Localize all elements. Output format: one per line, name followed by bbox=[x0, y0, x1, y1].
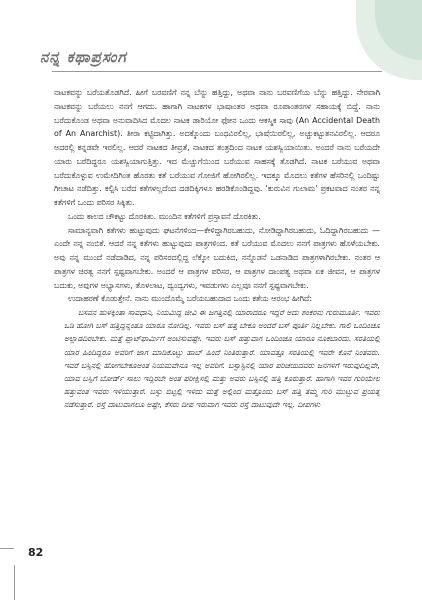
paragraph: ನಾಟಕವನ್ನು ಬರೆಯತೊಡಗಿದೆ. ಹೀಗೆ ಬರವಣಿಗೆ ನನ್ನ ಬೆನ್ನು ಹತ್ತಿದ್ದು, ಅಥವಾ ನಾನು ಬರವಣಿಗೆಯ ಬೆನ್ನು ಹತ್ತಿದ್ದು. ನೇರವಾಗಿ ನಾಟಕವನ್ನು ಬರೆಯಲು ನನಗೆ ಆಗದು. ಹಾಗಾಗಿ ನಾಟಕಗಳ ಭಾಷಾಂತರ ಅಥವಾ ರೂಪಾಂತರಗಳ ಸಹಾಯಕ್ಕೆ ಬಿದ್ದೆ. ನಾನು ಬರೆದುಕೊಂಡ ಅಥವಾ ಅನುವಾದಿಸಿದ ಮೊದಲ ನಾಟಕ ಡಾರಿಯೋ ಫೋನ ಒಂದು ಆಕಸ್ಮಿಕ ಸಾವು (An Accidental Death of An Anarchist). ತೀರಾ ಕಟ್ಟಿದಾಗಿತ್ತು. ಅದಕ್ಕೊಂದು ಬಂಧವಿರಲಿಲ್ಲ, ಭಾಷೆಯಿರಲಿಲ್ಲ, ಅಚ್ಚುಕಟ್ಟುತನವಿರಲಿಲ್ಲ. ಆದರೂ ಅದರಲ್ಲಿ ಕನ್ನಡವೇ ಇರಲಿಲ್ಲ. ಆದರೆ ನಾಟಕದ ತೀವ್ರತೆ, ನಾಟಕದ ತಂತ್ರದಿಂದ ನಾಟಕ ಯಶಸ್ವಿಯಾಯಿತು. ಅಂದರೆ ನಾನು ಬರೆಯದೇ ಯಾರು ಬರೆದಿದ್ದರೂ ಯಶಸ್ವಿಯಾಗುತ್ತಿತ್ತು. ಇದ ಮೆಚ್ಚುಗೆಯಿಂದ ಬರೆಯುವ ಸಾಹಸಕ್ಕೆ ತೊಡಗಿದೆ. ನಾಟಕ ಬರೆಯುವ ಅಥವಾ ಬರೆದುಕೊಳ್ಳುವ ಉಮೇದಿಗಿಂತ ಹೊರತು ಕತೆ ಬರೆಯುವ ಗೋಜಿಗೆ ಹೋಗಿರಲಿಲ್ಲ. ಇದಕ್ಕೂ ಮೊದಲು ಕತೆಗಳ ಹೆಸರಿನಲ್ಲಿ ಒಂದಿಷ್ಟು ಗೀಚಾಟ ನಡೆದಿತ್ತು. ಕಲ್ಪಿಸಿ ಬರೆದ ಕತೆಗಳಲ್ಲದೆಂದ ದಡದಿಕ್ಕಿಗಳೂ ಹರಡಿಕೊಂಡಿದ್ದವು. 'ಕುರುವಿನ ಗುಲಾಮ' ಪ್ರಕಟವಾದ ನಂತರ ನನ್ನ ಕತೆಗಳಿಗೆ ಒಂದು ಪರಿಸರ ಸಿಕ್ಕಿತು. bbox=[54, 88, 380, 207]
page-body bbox=[54, 86, 380, 562]
paragraph: ಸಾಮಾನ್ಯವಾಗಿ ಕತೆಗಳು ಹುಟ್ಟುವುದು ಘಟನೆಗಳಿಂದ—ಕೇಳಿದ್ದಾಗಿರಬಹುದು, ನೋಡಿದ್ದಾಗಿರಬಹುದು, ಓದಿದ್ದಾಗಿರಬಹುದು — ಎಂದೇ ನನ್ನ ನಂಬಿಕೆ. ಆದರೆ ನನ್ನ ಕತೆಗಳು ಹುಟ್ಟುವುದು ಪಾತ್ರಗಳಿಂದ. ಕತೆ ಬರೆಯುವ ಮೊದಲು ನನಗೆ ಪಾತ್ರಗಳು ಹೊಳೆಯಬೇಕು. ಅವು ನನ್ನ ಮುಂದೆ ನಡೆದಾಡಿದ, ನನ್ನ ಪರಿಸರದಲ್ಲಿದ್ದ ಲೆಕ್ಕೋ ಬದುಕಿದ, ನನ್ನೊಡನೆ ಒಡನಾಡಿದ ಪಾತ್ರಗಳಾಗಿರಬೇಕು. ನಂತರ ಆ ಪಾತ್ರಗಳ ಚಿರತ್ವ ನನಗೆ ಸ್ಪಷ್ಟವಾಗಬೇಕು. ಅಂದರೆ ಆ ಪಾತ್ರಗಳ ಪರಿಸರ, ಆ ಪಾತ್ರಗಳ ದಾಂಪತ್ಯ ಅಥವಾ ಏಕ ಜೀವನ, ಆ ಪಾತ್ರಗಳ ಬದುಕು, ಅವುಗಳ ಅಭ್ಯಾಸಗಳು, ತೊಳಲಾಟ, ದ್ವಂದ್ವಗಳು, ಇವಡುಗಳು ಎಲ್ಲವೂ ನನಗೆ ಸ್ಪಷ್ಟವಾಗಬೇಕು. bbox=[54, 225, 380, 290]
crop-mark bbox=[14, 565, 15, 600]
crop-mark bbox=[0, 548, 14, 549]
header-rule bbox=[52, 71, 382, 72]
page-number: 82 bbox=[28, 546, 44, 559]
running-header bbox=[40, 40, 380, 66]
book-title: ನನ್ನ ಕಥಾಪ್ರಸಂಗ bbox=[40, 48, 127, 66]
paragraph: ಉದಾಹರಣೆ ಕೊಡುತ್ತೇನೆ. ನಾನು ಮುಂದೊಮ್ಮೆ ಬರೆಯಬಹುದಾದ ಒಂದು ಕತೆಯ ಆರಂಭ ಹೀಗಿದೆ: bbox=[68, 294, 312, 304]
paragraph: ಒಂದು ಕಾಲದ ಚೌಕಟ್ಟು ದೊರಕಿತು. ಮುಂದಿನ ಕತೆಗಳಿಗೆ ಪ್ರಸ್ತಾವನೆ ದೊರಕಿತು. bbox=[68, 211, 261, 221]
quoted-story-excerpt: ಬಸವನ ಹುಳಕ್ಕಿಂತಾ ಸಾವಧಾನಿ, ನಿಯಮಿದ್ದ ಜೀವಿ ಈ ಜಗತ್ತಿನಲ್ಲಿ ಯಾರಾದರೂ ಇದ್ದರೆ ಅದು ಶಂಕರನು ಗುರುಮೂರ್ತಿ. ಇವರು ಒಡಿ ಹೋಗಿ ಬಸ್ ಹತ್ತಿದ್ದನ್ನಂತೂ ಯಾರೂ ನೋಡಿಲ್ಲ. ಇವರು ಬಸ್ ಹತ್ತ ಬೇಕೂ ಅಂದರೆ ಬಸ್ ಪೂರ್ತಿ ನಿಲ್ಲಬೇಕು. ಗಾಲಿ ಒಂದಿಂಚೂ ಅಲ್ಲಾಡದಿರಬೇಕು. ಮತ್ತೆ ಪ್ಲಾಟ್‌ಫಾರ್ಮಿಗೆ ಅಂಟಿಸುವಷ್ಟೇ. ಇವರು ಬಸ್ ಹತ್ತುವಾಗ ಒಂದಿಂಚೂ ಯಾರೂ ನೂಕಬಾರದು. ಸರತಿಯಲ್ಲಿ ಯಾರ ಹಿಂದಿದ್ದರೂ ಅವರಿಗೆ ಜಾಗ ಮಾಡಿಕೊಟ್ಟು ಹಾಬ್ ಹಿಂದೆ ನಿಂತಿರುತ್ತಾರೆ. ಯಾವತ್ತೂ ಸರತಿಯಲ್ಲಿ ಇವರೇ ಕೊನೆ ನಿಂತವರು. ಇವರೆ ಬಸ್ಸಿನಲ್ಲಿ ಹೋಗಬೇಕೂಅಂತ ನಿಯಮವೇನೂ ಇಲ್ಲ ಅವರಿಗೆ. ಬಸ್ಸಾಸ್ಟಿನಲ್ಲಿ ಯಾರ ಪರಿಚಯದವರು ಜನಗಳಿಗೆ ಇರುವುದಿಲ್ಲವೇ, ಯಾವ ಬಸ್ಸಿಗೆ ಬೋರ್ಡ್ ಸಾಲು ಇದ್ದಿರಬೇ ಅಂತ ಪರೀಕ್ಷಿಸಲ್ಲಿ ಮತ್ತು ಅವರು ಬಸ್ಸಿನಲ್ಲಿ ಹತ್ತಿ ಕೂರುತ್ತಾರೆ. ಹಾಗಾಗಿ ಇವರ ಗುರಿಯೇಲ ಹತ್ತುವಂತ ಇವರು ಇಳಿಯುತ್ತಾರೆ. ಬಸ್ಸು ಬಿಟ್ಟಲ್ಲಿ ಇಳಿದು ಮತ್ತೆ ಅಲ್ಲಿಂದ ಮತ್ತೊಂದು ಬಸ್ ಹತ್ತಿ ತಮ್ಮ ಗುರಿ ಮುಟ್ಟುವ ಪ್ರಯತ್ನ ನಡೆಸುತ್ತಾರೆ. ರಸ್ತೆ ದಾಟುವಾಗಲೂ ಅಷ್ಟೇ, ಕೆಸರು ದೀಪ ಇರುವಾಗ ಇವರು ರಸ್ತೆ ದಾಟುವುದೇ ಇಲ್ಲ. ದೀಪಗಳು bbox=[64, 308, 380, 410]
